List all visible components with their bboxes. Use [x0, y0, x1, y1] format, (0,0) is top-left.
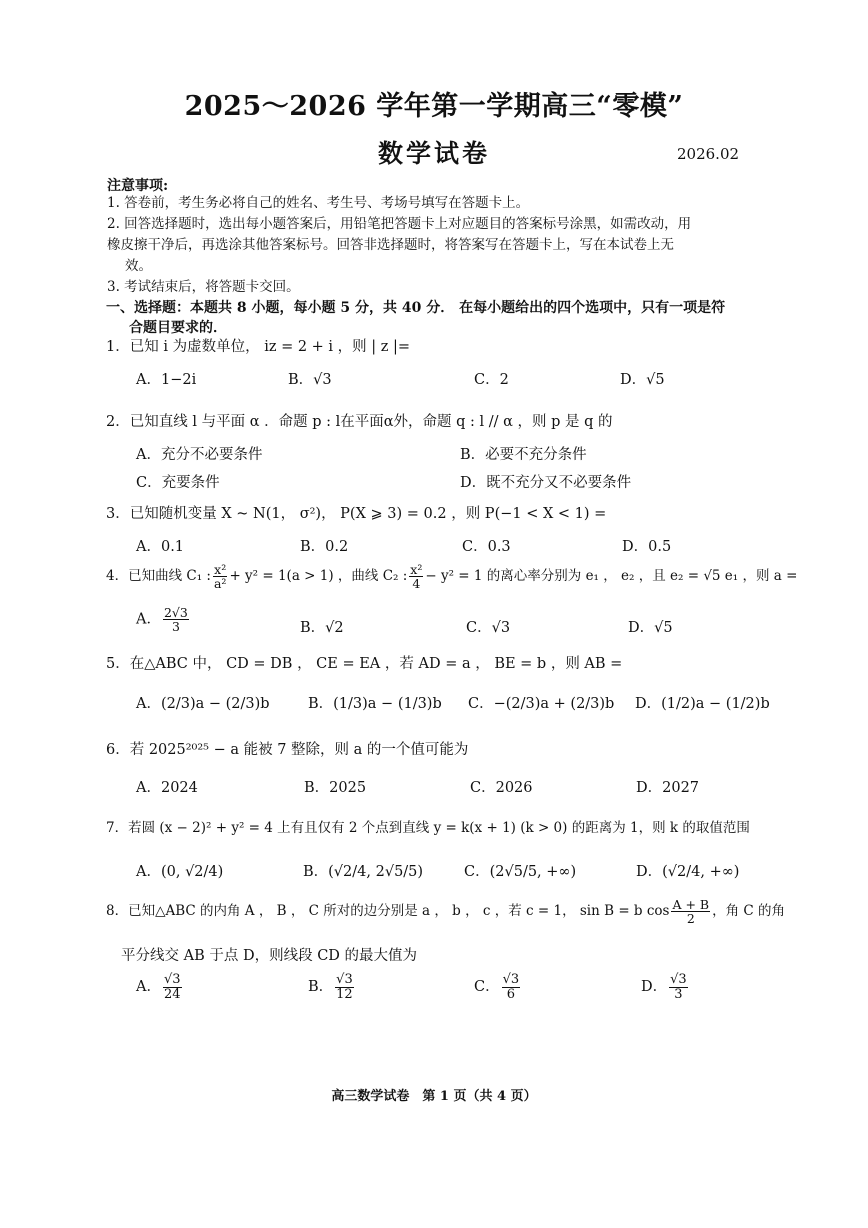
- q2-option-b: B．必要不充分条件: [460, 447, 587, 463]
- q5-option-c: C．−(2/3)a + (2/3)b: [468, 696, 615, 712]
- q5-option-a: A．(2/3)a − (2/3)b: [136, 696, 270, 712]
- q2-option-d: D．既不充分又不必要条件: [460, 475, 632, 491]
- fraction-denominator: 24: [163, 986, 181, 1002]
- q1-option-c: C．2: [474, 372, 509, 388]
- q4-stem-part: 4．已知曲线 C₁ :: [106, 568, 211, 585]
- question-8-stem: [106, 898, 785, 925]
- fraction-denominator: a²: [213, 576, 227, 592]
- section-heading: 一、选择题：本题共 8 小题，每小题 5 分，共 40 分． 在每小题给出的四个选项中，只有一项是符: [106, 300, 726, 316]
- fraction-numerator: √3: [502, 972, 520, 987]
- note-item: 效。: [125, 258, 152, 274]
- option-label: B．: [308, 979, 334, 996]
- fraction-numerator: 2√3: [163, 605, 188, 620]
- q8-fraction: [671, 898, 710, 925]
- question-3-stem: 3．已知随机变量 X ~ N(1， σ²)， P(X ⩾ 3) = 0.2 ，则 P(−1 < X < 1) =: [106, 506, 607, 522]
- q1-option-b: B．√3: [288, 372, 332, 388]
- fraction-denominator: 12: [336, 986, 353, 1002]
- note-item: 1. 答卷前，考生务必将自己的姓名、考生号、考场号填写在答题卡上。: [107, 195, 530, 211]
- q8-stem-part: ，角 C 的角: [712, 903, 786, 920]
- note-item: 橡皮擦干净后，再选涂其他答案标号。回答非选择题时，将答案写在答题卡上，写在本试卷上无: [107, 237, 674, 253]
- q8-option-c: [474, 973, 522, 1001]
- q3-option-a: A．0.1: [136, 539, 185, 555]
- option-label: A．: [136, 611, 161, 628]
- notes-heading: 注意事项:: [107, 178, 169, 194]
- question-8-stem-line2: 平分线交 AB 于点 D，则线段 CD 的最大值为: [121, 948, 418, 964]
- q8-option-fraction: [669, 973, 688, 1001]
- question-5-stem: 5．在△ABC 中， CD = DB ， CE = EA ，若 AD = a ， BE = b ，则 AB =: [106, 656, 623, 672]
- q4-option-a: [136, 606, 191, 633]
- exam-date: 2026.02: [677, 145, 740, 163]
- q6-option-b: B．2025: [304, 780, 367, 796]
- fraction-denominator: 3: [171, 619, 180, 635]
- q5-option-d: D．(1/2)a − (1/2)b: [635, 696, 770, 712]
- exam-subtitle: 数学试卷: [377, 139, 490, 168]
- q6-option-d: D．2027: [636, 780, 700, 796]
- fraction-denominator: 3: [674, 986, 683, 1002]
- question-1-stem: 1．已知 i 为虚数单位， iz = 2 + i ，则 | z |=: [106, 339, 411, 355]
- q8-option-fraction: [335, 973, 354, 1001]
- q4-option-d: D．√5: [628, 620, 673, 636]
- q2-option-a: A．充分不必要条件: [136, 447, 263, 463]
- q8-option-a: [136, 973, 184, 1001]
- section-heading-cont: 合题目要求的．: [129, 320, 227, 336]
- q7-option-c: C．(2√5/5, +∞): [464, 864, 577, 880]
- q4-option-c: C．√3: [466, 620, 511, 636]
- note-item: 2. 回答选择题时，选出每小题答案后，用铅笔把答题卡上对应题目的答案标号涂黑，如需改动，用: [107, 216, 692, 232]
- option-label: A．: [136, 979, 161, 996]
- option-label: C．: [474, 979, 500, 996]
- fraction-numerator: √3: [336, 972, 353, 987]
- exam-title: 2025～2026 学年第一学期高三“零模”: [184, 91, 684, 122]
- q7-option-d: D．(√2/4, +∞): [636, 864, 740, 880]
- q8-option-d: [641, 973, 690, 1001]
- fraction-numerator: √3: [163, 972, 181, 987]
- q6-option-c: C．2026: [470, 780, 533, 796]
- fraction-denominator: 2: [686, 911, 695, 927]
- fraction-denominator: 6: [506, 986, 516, 1002]
- q2-option-c: C．充要条件: [136, 475, 220, 491]
- q4-stem-part: + y² = 1(a > 1) ，曲线 C₂ :: [229, 568, 408, 585]
- question-2-stem: 2．已知直线 l 与平面 α ．命题 p : l在平面α外，命题 q : l // α ，则 p 是 q 的: [106, 414, 613, 430]
- q4-stem-part: − y² = 1 的离心率分别为 e₁ ， e₂ ，且 e₂ = √5 e₁ ，则 a =: [425, 568, 798, 585]
- q3-option-b: B．0.2: [300, 539, 349, 555]
- q8-option-fraction: [163, 973, 182, 1001]
- q4-option-a-fraction: [163, 606, 189, 633]
- q7-option-b: B．(√2/4, 2√5/5): [303, 864, 424, 880]
- option-label: D．: [641, 979, 668, 996]
- fraction-numerator: √3: [670, 972, 687, 987]
- q8-stem-part: 8．已知△ABC 的内角 A ， B ， C 所对的边分别是 a ， b ， c ，若 c = 1， sin B = b cos: [106, 903, 670, 920]
- fraction-numerator: x²: [410, 562, 423, 577]
- question-6-stem: 6．若 2025²⁰²⁵ − a 能被 7 整除，则 a 的一个值可能为: [106, 742, 469, 758]
- page-footer: 高三数学试卷 第 1 页（共 4 页）: [331, 1089, 537, 1104]
- fraction-numerator: A + B: [672, 897, 710, 912]
- q1-option-d: D．√5: [620, 372, 665, 388]
- question-4-stem: [106, 563, 797, 590]
- fraction-numerator: x²: [214, 562, 227, 577]
- note-item: 3. 考试结束后，将答题卡交回。: [107, 279, 300, 295]
- q4-option-b: B．√2: [300, 620, 344, 636]
- q5-option-b: B．(1/3)a − (1/3)b: [308, 696, 442, 712]
- q4-fraction: [213, 563, 227, 590]
- question-7-stem: 7．若圆 (x − 2)² + y² = 4 上有且仅有 2 个点到直线 y = k(x + 1) (k > 0) 的距离为 1，则 k 的取值范围: [106, 820, 750, 836]
- q8-option-b: [308, 973, 356, 1001]
- q3-option-d: D．0.5: [622, 539, 672, 555]
- q3-option-c: C．0.3: [462, 539, 511, 555]
- q7-option-a: A．(0, √2/4): [136, 864, 224, 880]
- q4-fraction: [409, 563, 423, 590]
- q8-option-fraction: [502, 973, 521, 1001]
- q6-option-a: A．2024: [136, 780, 198, 796]
- fraction-denominator: 4: [412, 576, 421, 592]
- q1-option-a: A．1−2i: [136, 372, 197, 388]
